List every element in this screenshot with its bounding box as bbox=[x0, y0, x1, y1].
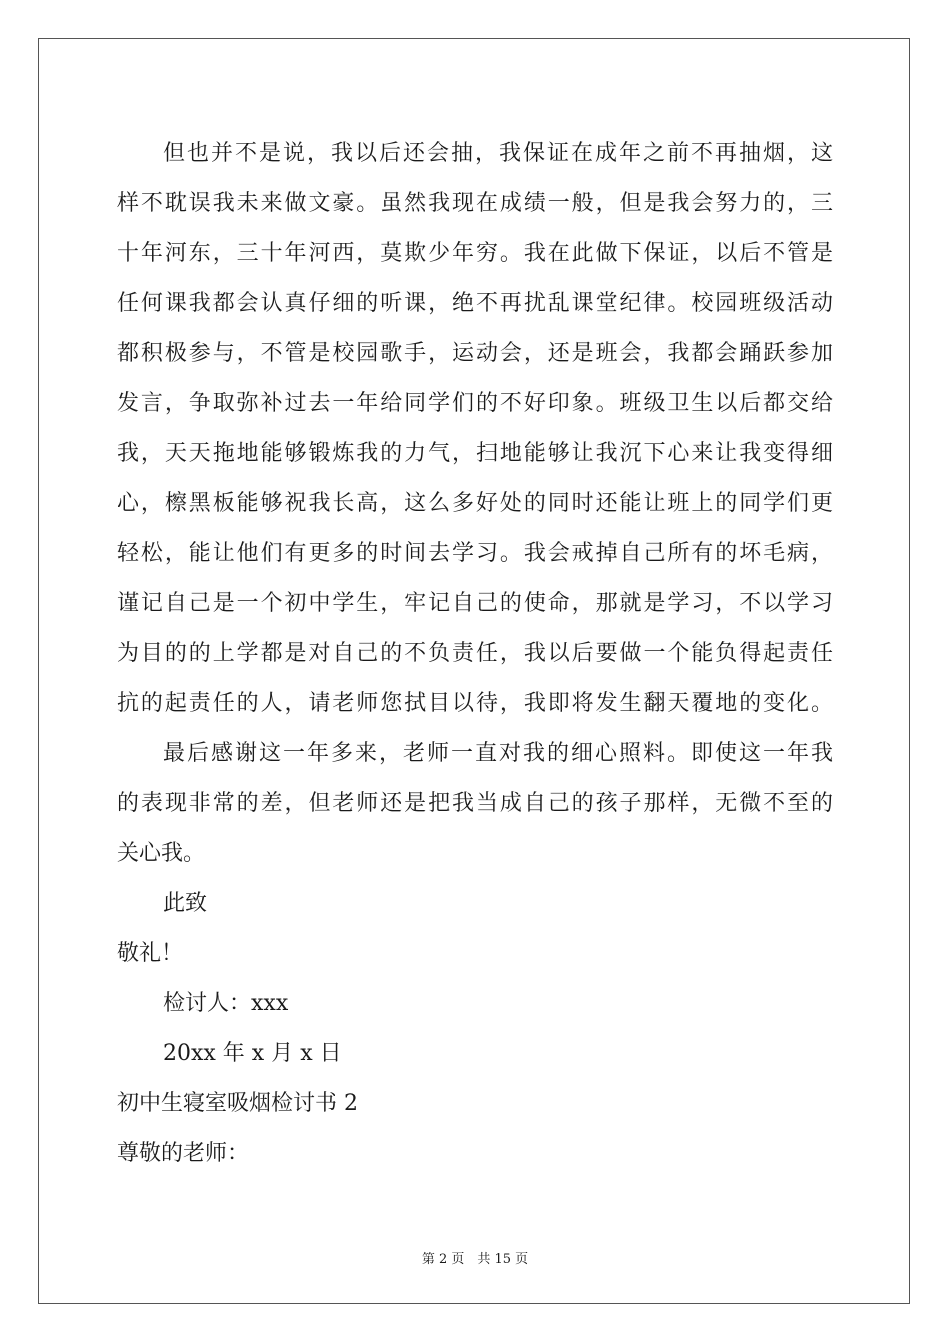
paragraph-1-line-4: 任何课我都会认真仔细的听课，绝不再扰乱课堂纪律。校园班级活动 bbox=[117, 291, 833, 316]
paragraph-1-line-10: 谨记自己是一个初中学生，牢记自己的使命，那就是学习，不以学习 bbox=[117, 591, 833, 616]
paragraph-2-line-3: 关心我。 bbox=[117, 841, 206, 866]
paragraph-1-line-12: 抗的起责任的人，请老师您拭目以待，我即将发生翻天覆地的变化。 bbox=[117, 691, 833, 716]
salutation: 尊敬的老师： bbox=[117, 1141, 250, 1166]
paragraph-1-line-2: 样不耽误我未来做文豪。虽然我现在成绩一般，但是我会努力的，三 bbox=[117, 191, 833, 216]
letter-date: 20xx 年 x 月 x 日 bbox=[163, 1041, 342, 1066]
paragraph-1-line-6: 发言，争取弥补过去一年给同学们的不好印象。班级卫生以后都交给 bbox=[117, 391, 833, 416]
paragraph-2-line-2: 的表现非常的差，但老师还是把我当成自己的孩子那样，无微不至的 bbox=[117, 791, 833, 816]
paragraph-1-line-1: 但也并不是说，我以后还会抽，我保证在成年之前不再抽烟，这 bbox=[163, 141, 833, 166]
paragraph-1-line-8: 心，檫黑板能够祝我长高，这么多好处的同时还能让班上的同学们更 bbox=[117, 491, 833, 516]
paragraph-1-line-9: 轻松，能让他们有更多的时间去学习。我会戒掉自己所有的坏毛病， bbox=[117, 541, 833, 566]
paragraph-1-line-3: 十年河东，三十年河西，莫欺少年穷。我在此做下保证，以后不管是 bbox=[117, 241, 833, 266]
paragraph-1-line-7: 我，天天拖地能够锻炼我的力气，扫地能够让我沉下心来让我变得细 bbox=[117, 441, 833, 466]
closing-jingli: 敬礼！ bbox=[117, 941, 184, 966]
paragraph-1-line-5: 都积极参与，不管是校园歌手，运动会，还是班会，我都会踊跃参加 bbox=[117, 341, 833, 366]
closing-cizhi: 此致 bbox=[163, 891, 208, 916]
paragraph-1-line-11: 为目的的上学都是对自己的不负责任，我以后要做一个能负得起责任 bbox=[117, 641, 833, 666]
next-letter-title: 初中生寝室吸烟检讨书 2 bbox=[117, 1091, 358, 1116]
paragraph-2-line-1: 最后感谢这一年多来，老师一直对我的细心照料。即使这一年我 bbox=[163, 741, 833, 766]
signer-name: 检讨人：xxx bbox=[163, 991, 289, 1016]
page-footer: 第 2 页 共 15 页 bbox=[421, 1252, 529, 1267]
